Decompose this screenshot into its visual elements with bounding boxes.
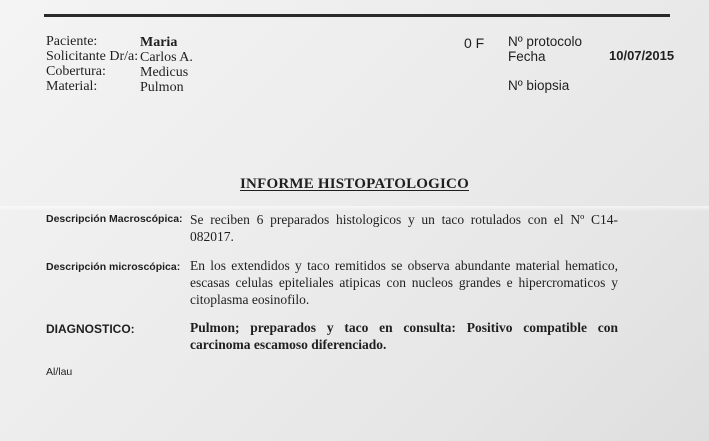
diag-text: Pulmon; preparados y taco en consulta: Positivo compatible con carcinoma escamoso diferenciado. [190, 320, 618, 352]
report-title: INFORME HISTOPATOLOGICO [240, 176, 469, 192]
protocolo-label: Nº protocolo [508, 34, 582, 49]
initials: Al/lau [46, 366, 73, 378]
report-title-wrap [0, 176, 709, 193]
material-value: Pulmon [140, 80, 184, 95]
paciente-label: Paciente: [46, 34, 98, 49]
biopsia-label: Nº biopsia [508, 78, 570, 93]
cobertura-label: Cobertura: [46, 64, 106, 79]
solicitante-label: Solicitante Dr/a: [46, 49, 139, 64]
material-label: Material: [46, 79, 98, 94]
micro-text: En los extendidos y taco remitidos se observa abundante material hematico, escasas celulas epiteliales atipicas con nucleos grandes e hipercromaticos y citoplasma eosinofilo. [190, 258, 618, 307]
top-rule [44, 14, 670, 17]
age-sex: 0 F [464, 35, 485, 51]
paciente-value: Maria [140, 35, 178, 50]
fecha-label: Fecha [508, 49, 546, 64]
macro-text: Se reciben 6 preparados histologicos y un taco rotulados con el Nº C14-082017. [190, 212, 618, 244]
solicitante-value: Carlos A. [140, 50, 193, 65]
cobertura-value: Medicus [140, 65, 189, 80]
fecha-value: 10/07/2015 [609, 48, 675, 63]
micro-label: Descripción microscópica: [46, 261, 181, 273]
macro-label: Descripción Macroscópica: [46, 213, 183, 225]
diag-label: DIAGNOSTICO: [46, 322, 135, 336]
